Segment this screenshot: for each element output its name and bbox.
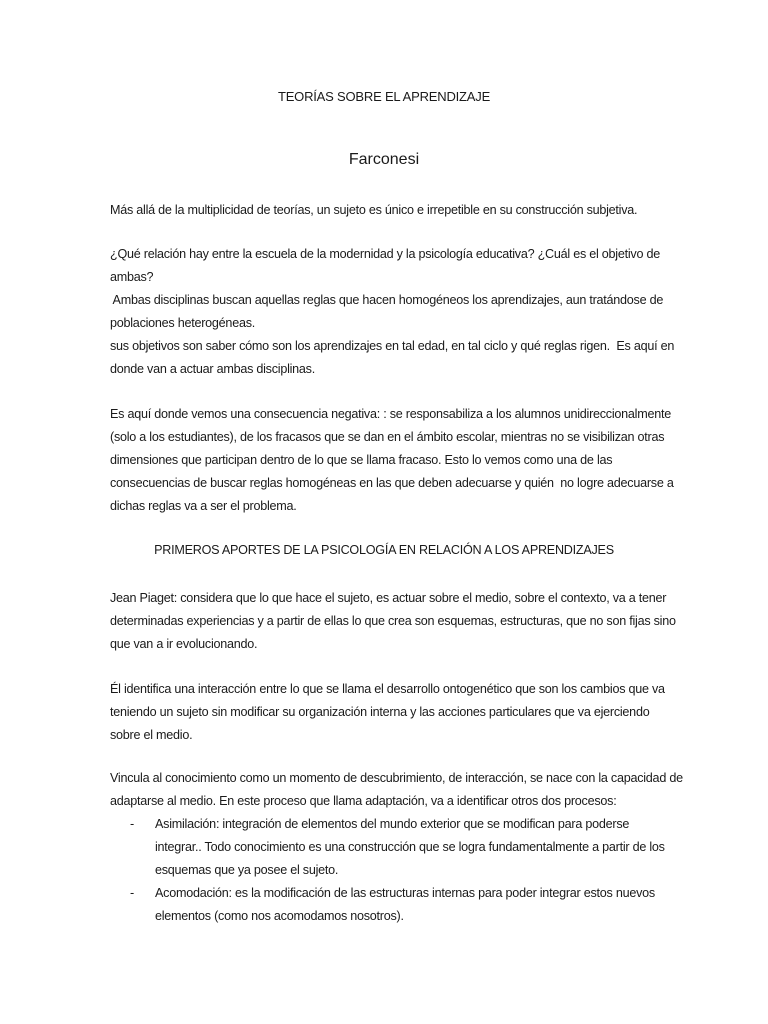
- paragraph-line: dichas reglas va a ser el problema.: [110, 499, 297, 513]
- paragraph-line: ambas?: [110, 270, 154, 284]
- paragraph-line: consecuencias de buscar reglas homogéneas en las que deben adecuarse y quién no logre adecuarse a: [110, 476, 674, 490]
- list-item-line: Asimilación: integración de elementos del mundo exterior que se modifican para poderse: [155, 817, 630, 831]
- bullet-marker: -: [130, 886, 134, 900]
- list-item-line: elementos (como nos acomodamos nosotros).: [155, 909, 404, 923]
- list-item-assimilation: [110, 813, 670, 882]
- paragraph-question: [110, 243, 675, 381]
- paragraph-line: Vincula al conocimiento como un momento de descubrimiento, de interacción, se nace con la capacidad de: [110, 771, 683, 785]
- paragraph-line: Es aquí donde vemos una consecuencia negativa: : se responsabiliza a los alumnos unidireccionalmente: [110, 407, 671, 421]
- paragraph-line: dimensiones que participan dentro de lo que se llama fracaso. Esto lo vemos como una de las: [110, 453, 613, 467]
- paragraph-line: sus objetivos son saber cómo son los aprendizajes en tal edad, en tal ciclo y qué reglas rigen. Es aquí en: [110, 339, 675, 353]
- list-item-line: esquemas que ya posee el sujeto.: [155, 863, 339, 877]
- paragraph-line: poblaciones heterogéneas.: [110, 316, 255, 330]
- bullet-marker: -: [130, 817, 134, 831]
- paragraph-line: adaptarse al medio. En este proceso que llama adaptación, va a identificar otros dos procesos:: [110, 794, 617, 808]
- paragraph-line: que van a ir evolucionando.: [110, 637, 258, 651]
- paragraph-line: Ambas disciplinas buscan aquellas reglas que hacen homogéneos los aprendizajes, aun tratándose de: [110, 293, 664, 307]
- paragraph-line: donde van a actuar ambas disciplinas.: [110, 362, 315, 376]
- paragraph-adaptation: [110, 767, 683, 813]
- paragraph-line: teniendo un sujeto sin modificar su organización interna y las acciones particulares que va ejerciendo: [110, 705, 650, 719]
- paragraph-line: sobre el medio.: [110, 728, 193, 742]
- document-title: TEORÍAS SOBRE EL APRENDIZAJE: [277, 89, 491, 104]
- paragraph-ontogenetic: [110, 678, 665, 747]
- paragraph-line: Más allá de la multiplicidad de teorías, un sujeto es único e irrepetible en su construcción subjetiva.: [110, 203, 638, 217]
- paragraph-line: Él identifica una interacción entre lo que se llama el desarrollo ontogenético que son los cambios que va: [110, 682, 665, 696]
- paragraph-line: Jean Piaget: considera que lo que hace el sujeto, es actuar sobre el medio, sobre el contexto, va a tener: [110, 591, 667, 605]
- paragraph-line: ¿Qué relación hay entre la escuela de la modernidad y la psicología educativa? ¿Cuál es el objetivo de: [110, 247, 660, 261]
- document-author: Farconesi: [348, 151, 420, 168]
- list-item-accommodation: [110, 882, 670, 928]
- list-item-line: integrar.. Todo conocimiento es una construcción que se logra fundamentalmente a partir de los: [155, 840, 665, 854]
- paragraph-consequence: [110, 403, 674, 518]
- paragraph-piaget: [110, 587, 676, 656]
- paragraph-intro: [110, 199, 658, 222]
- paragraph-line: (solo a los estudiantes), de los fracasos que se dan en el ámbito escolar, mientras no se visibilizan otras: [110, 430, 665, 444]
- paragraph-line: determinadas experiencias y a partir de ellas lo que crea son esquemas, estructuras, que no son fijas sino: [110, 614, 676, 628]
- process-list: [110, 813, 670, 928]
- list-item-line: Acomodación: es la modificación de las estructuras internas para poder integrar estos nuevos: [155, 886, 655, 900]
- section-heading: PRIMEROS APORTES DE LA PSICOLOGÍA EN RELACIÓN A LOS APRENDIZAJES: [154, 543, 614, 557]
